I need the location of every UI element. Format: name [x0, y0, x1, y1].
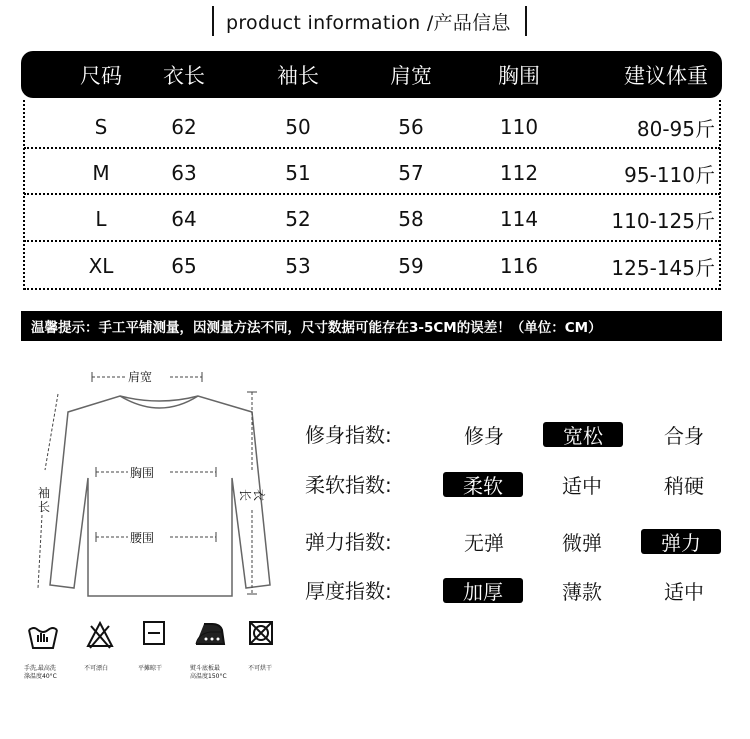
cell-length: 63 [171, 161, 197, 185]
label-length: 衣长 [238, 489, 266, 502]
care-label: 熨斗底板最 高温度150°C [190, 665, 227, 680]
cell-size: S [94, 115, 108, 139]
header-right-bar [525, 6, 527, 36]
care-label: 不可烘干 [248, 665, 273, 672]
col-weight: 建议体重 [624, 63, 708, 88]
cell-sleeve: 50 [285, 115, 311, 139]
cell-length: 65 [171, 254, 197, 278]
cell-chest: 116 [499, 254, 539, 278]
cell-chest: 112 [499, 161, 539, 185]
option-stiff: 稍硬 [664, 474, 704, 498]
thickness-index-label: 厚度指数: [305, 579, 392, 603]
cell-shoulder: 56 [398, 115, 424, 139]
measurement-tip: 温馨提示：手工平铺测量，因测量方法不同，尺寸数据可能存在3-5CM的误差！（单位：CM） [21, 311, 722, 341]
care-label: 平摊晾干 [138, 665, 163, 672]
option-loose: 宽松 [543, 422, 623, 447]
option-thick: 加厚 [443, 578, 523, 603]
cell-sleeve: 53 [285, 254, 311, 278]
cell-chest: 114 [499, 207, 539, 231]
option-regular: 合身 [664, 424, 704, 448]
option-no-stretch: 无弹 [464, 531, 504, 555]
flat-dry-icon [142, 620, 166, 648]
header [212, 6, 527, 36]
option-soft: 柔软 [443, 472, 523, 497]
cell-length: 62 [171, 115, 197, 139]
option-medium-thickness: 适中 [664, 580, 704, 604]
cell-sleeve: 52 [285, 207, 311, 231]
softness-index-label: 柔软指数: [305, 473, 392, 497]
col-shoulder: 肩宽 [390, 63, 432, 88]
col-sleeve: 袖长 [277, 63, 319, 88]
label-waist: 腰围 [130, 531, 155, 545]
col-chest: 胸围 [498, 63, 540, 88]
cell-weight: 125-145斤 [611, 255, 715, 280]
cell-size: L [95, 207, 107, 231]
cell-shoulder: 58 [398, 207, 424, 231]
cell-weight: 80-95斤 [636, 116, 715, 141]
fit-index-label: 修身指数: [305, 423, 392, 447]
cell-size: M [92, 161, 110, 185]
label-shoulder: 肩宽 [128, 370, 153, 384]
col-length: 衣长 [163, 63, 205, 88]
cell-shoulder: 57 [398, 161, 424, 185]
cell-chest: 110 [499, 115, 539, 139]
cell-length: 64 [171, 207, 197, 231]
thickness-index [305, 576, 725, 606]
col-size: 尺码 [80, 63, 122, 88]
iron-icon [192, 620, 228, 650]
option-thin: 薄款 [562, 580, 602, 604]
no-bleach-icon [86, 620, 114, 650]
care-label: 手洗,最高洗 涤温度40°C [24, 665, 57, 680]
cell-shoulder: 59 [398, 254, 424, 278]
shirt-outline [50, 396, 270, 596]
cell-weight: 95-110斤 [624, 162, 715, 187]
label-sleeve: 袖长 [38, 486, 51, 514]
option-medium: 适中 [562, 474, 602, 498]
header-title: product information /产品信息 [226, 11, 511, 34]
option-slim: 修身 [464, 424, 504, 448]
table-row [21, 150, 722, 196]
label-chest: 胸围 [130, 466, 155, 480]
elasticity-index-label: 弹力指数: [305, 530, 392, 554]
elasticity-index [305, 527, 725, 557]
no-tumble-dry-icon [248, 620, 274, 648]
hand-wash-icon [26, 620, 60, 654]
care-label: 不可漂白 [84, 665, 109, 672]
garment-diagram [20, 360, 290, 600]
table-row [21, 243, 722, 289]
cell-size: XL [88, 254, 114, 278]
fit-index [305, 420, 725, 450]
softness-index [305, 470, 725, 500]
size-table-header [21, 51, 722, 98]
option-stretch: 弹力 [641, 529, 721, 554]
table-row [21, 104, 722, 150]
table-row [21, 196, 722, 242]
cell-sleeve: 51 [285, 161, 311, 185]
option-slight-stretch: 微弹 [562, 531, 602, 555]
cell-weight: 110-125斤 [611, 208, 715, 233]
